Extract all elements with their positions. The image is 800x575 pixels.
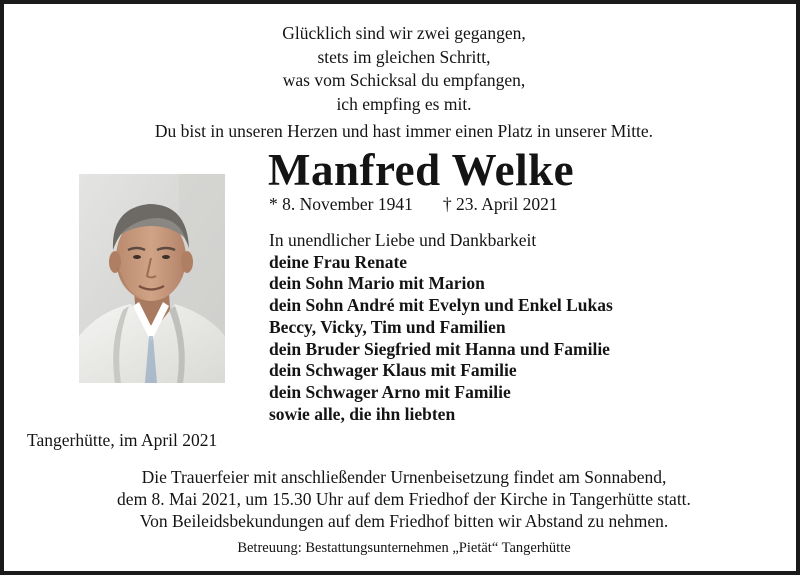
portrait-illustration — [79, 174, 225, 383]
service-line: Die Trauerfeier mit anschließender Urnenbeisetzung findet am Sonnabend, — [141, 467, 667, 487]
poem-line: stets im gleichen Schritt, — [317, 46, 491, 67]
poem-line: Glücklich sind wir zwei gegangen, — [282, 23, 526, 43]
mourners-intro: In unendlicher Liebe und Dankbarkeit — [269, 230, 537, 250]
mourner-line: deine Frau Renate — [269, 251, 408, 272]
poem — [4, 22, 800, 116]
funeral-service-info — [4, 466, 800, 532]
life-dates — [269, 194, 558, 215]
mourner-line: dein Sohn André mit Evelyn und Enkel Lukas — [269, 295, 613, 316]
motto: Du bist in unseren Herzen und hast immer einen Platz in unserer Mitte. — [154, 121, 654, 141]
mourners-list — [269, 230, 613, 425]
mourner-line: dein Schwager Klaus mit Familie — [269, 360, 517, 381]
place-and-date: Tangerhütte, im April 2021 — [27, 430, 218, 450]
deceased-name: Manfred Welke — [268, 145, 575, 195]
portrait-photo — [79, 174, 225, 383]
undertaker-credit: Betreuung: Bestattungsunternehmen „Pietät“ Tangerhütte — [237, 540, 571, 556]
mourner-line: sowie alle, die ihn liebten — [269, 403, 456, 424]
death-date: † 23. April 2021 — [442, 194, 558, 214]
mourner-line: dein Sohn Mario mit Marion — [269, 273, 485, 294]
service-line: Von Beileidsbekundungen auf dem Friedhof bitten wir Abstand zu nehmen. — [139, 511, 669, 531]
mourner-line: Beccy, Vicky, Tim und Familien — [269, 316, 506, 337]
birth-date: * 8. November 1941 — [269, 194, 413, 214]
mourner-line: dein Bruder Siegfried mit Hanna und Familie — [269, 338, 610, 359]
mourner-line: dein Schwager Arno mit Familie — [269, 381, 511, 402]
service-line: dem 8. Mai 2021, um 15.30 Uhr auf dem Friedhof der Kirche in Tangerhütte statt. — [117, 489, 691, 509]
poem-line: ich empfing es mit. — [336, 93, 472, 114]
poem-line: was vom Schicksal du empfangen, — [282, 70, 526, 90]
